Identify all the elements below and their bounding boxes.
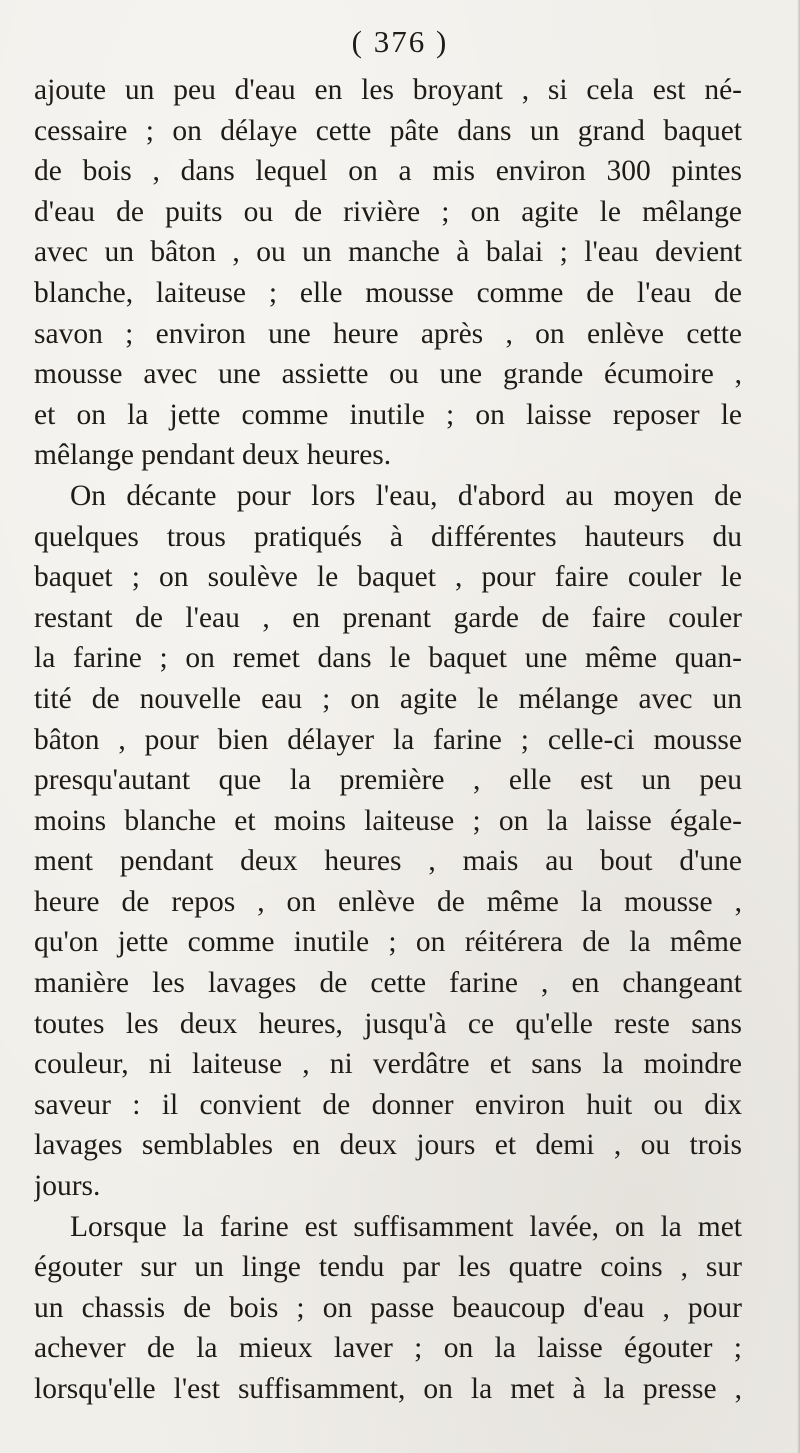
text-line: d'eau de puits ou de rivière ; on agite le mêlange (34, 195, 742, 228)
text-line: un chassis de bois ; on passe beaucoup d'eau , pour (34, 1291, 742, 1324)
text-line: achever de la mieux laver ; on la laisse égouter ; (34, 1332, 742, 1365)
text-line: ment pendant deux heures , mais au bout d'une (34, 845, 742, 878)
paragraph-3 (34, 1207, 742, 1410)
paragraph-1 (34, 70, 742, 476)
body-text (34, 70, 742, 1410)
text-line: lorsqu'elle l'est suffisamment, on la met à la presse , (34, 1373, 742, 1405)
text-line: cessaire ; on délaye cette pâte dans un grand baquet (34, 114, 742, 147)
text-line: On décante pour lors l'eau, d'abord au moyen de (70, 479, 742, 512)
text-line: couleur, ni laiteuse , ni verdâtre et sans la moindre (34, 1048, 742, 1081)
text-line: égouter sur un linge tendu par les quatre coins , sur (34, 1251, 742, 1284)
text-line: savon ; environ une heure après , on enlève cette (34, 317, 742, 350)
text-line: saveur : il convient de donner environ huit ou dix (34, 1088, 742, 1121)
text-line: et on la jette comme inutile ; on laisse reposer le (34, 398, 742, 431)
text-line: mousse avec une assiette ou une grande écumoire , (34, 358, 742, 391)
text-line: la farine ; on remet dans le baquet une même quan- (34, 642, 742, 675)
text-line: qu'on jette comme inutile ; on réitérera de la même (34, 926, 742, 959)
text-line: restant de l'eau , en prenant garde de faire couler (34, 601, 742, 634)
text-line: moins blanche et moins laiteuse ; on la laisse égale- (34, 804, 742, 837)
text-line: tité de nouvelle eau ; on agite le mélange avec un (34, 682, 742, 715)
paragraph-2 (34, 476, 742, 1207)
text-line: lavages semblables en deux jours et demi , ou trois (34, 1129, 742, 1162)
text-line: manière les lavages de cette farine , en changeant (34, 967, 742, 1000)
page-number: ( 376 ) (351, 24, 449, 59)
text-line: toutes les deux heures, jusqu'à ce qu'elle reste sans (34, 1007, 742, 1040)
text-line: de bois , dans lequel on a mis environ 300 pintes (34, 155, 742, 188)
text-line: heure de repos , on enlève de même la mousse , (34, 885, 742, 918)
text-line: presqu'autant que la première , elle est un peu (34, 764, 742, 797)
text-line: Lorsque la farine est suffisamment lavée, on la met (70, 1210, 742, 1243)
text-line: ajoute un peu d'eau en les broyant , si cela est né- (34, 74, 742, 106)
text-line: baquet ; on soulève le baquet , pour faire couler le (34, 561, 742, 594)
text-line: blanche, laiteuse ; elle mousse comme de l'eau de (34, 276, 742, 309)
text-line: avec un bâton , ou un manche à balai ; l'eau devient (34, 236, 742, 269)
text-line: quelques trous pratiqués à différentes hauteurs du (34, 520, 742, 553)
text-line: mêlange pendant deux heures. (34, 439, 392, 472)
text-line: bâton , pour bien délayer la farine ; celle-ci mousse (34, 723, 742, 756)
text-line: jours. (34, 1170, 101, 1203)
